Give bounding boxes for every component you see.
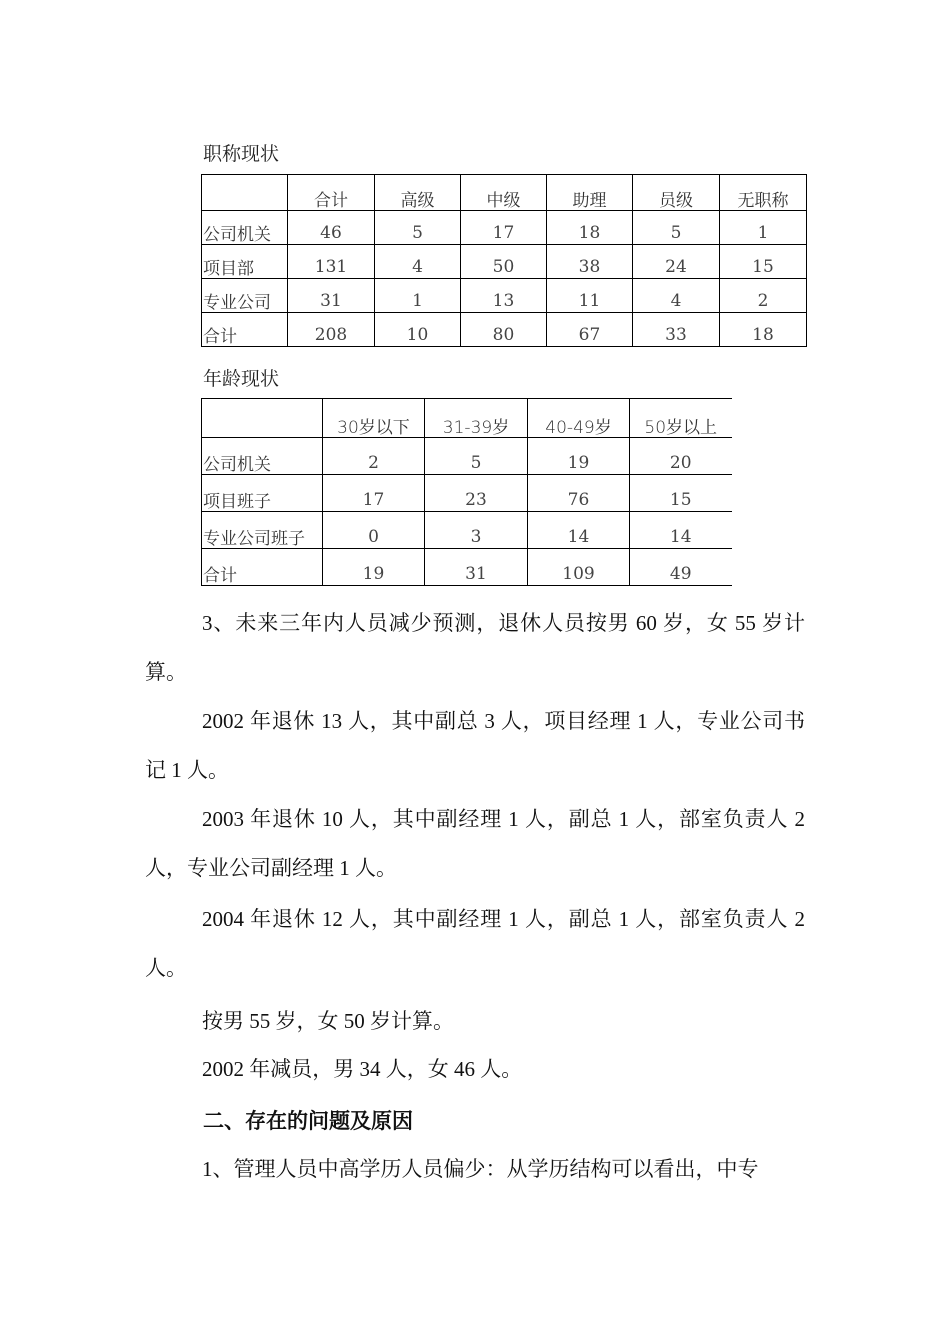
header-cell: 30岁以下 <box>323 399 425 438</box>
table-row <box>202 211 807 245</box>
table-cell: 5 <box>425 438 528 475</box>
table-cell: 20 <box>630 438 732 475</box>
table-cell: 18 <box>547 211 633 245</box>
row-label: 公司机关 <box>202 438 323 475</box>
table-header-row <box>202 399 732 438</box>
table-cell: 17 <box>461 211 547 245</box>
table-cell: 23 <box>425 475 528 512</box>
table-cell: 10 <box>375 313 461 347</box>
paragraph-text: 2002 年退休 13 人，其中副总 3 人，项目经理 1 人，专业公司书记 1 人。 <box>145 709 805 782</box>
table-cell: 50 <box>461 245 547 279</box>
header-cell <box>202 175 288 211</box>
table-cell: 14 <box>528 512 630 549</box>
table-cell: 2 <box>323 438 425 475</box>
header-cell: 50岁以上 <box>630 399 732 438</box>
table-cell: 17 <box>323 475 425 512</box>
header-cell <box>202 399 323 438</box>
paragraph-text: 2003 年退休 10 人，其中副经理 1 人，副总 1 人，部室负责人 2 人，专业公司副经理 1 人。 <box>145 807 805 880</box>
header-cell: 员级 <box>633 175 720 211</box>
header-cell: 无职称 <box>720 175 807 211</box>
table-cell: 18 <box>720 313 807 347</box>
table-cell: 11 <box>547 279 633 313</box>
header-cell: 40-49岁 <box>528 399 630 438</box>
paragraph-2002-retirement <box>145 697 805 795</box>
table-row <box>202 245 807 279</box>
row-label: 项目班子 <box>202 475 323 512</box>
title-table-caption: 职称现状 <box>203 143 280 165</box>
paragraph-retirement-forecast <box>145 599 805 697</box>
paragraph-text: 2004 年退休 12 人，其中副经理 1 人，副总 1 人，部室负责人 2 人。 <box>145 907 805 980</box>
table-cell: 46 <box>288 211 375 245</box>
table-cell: 24 <box>633 245 720 279</box>
table-total-row <box>202 549 732 586</box>
table-cell: 4 <box>375 245 461 279</box>
row-label: 合计 <box>202 549 323 586</box>
paragraph-text: 3、未来三年内人员减少预测，退休人员按男 60 岁，女 55 岁计算。 <box>145 611 805 684</box>
table-cell: 49 <box>630 549 732 586</box>
table-row <box>202 438 732 475</box>
age-table-caption: 年龄现状 <box>203 368 280 390</box>
row-label: 公司机关 <box>202 211 288 245</box>
table-cell: 1 <box>720 211 807 245</box>
table-cell: 0 <box>323 512 425 549</box>
table-row <box>202 475 732 512</box>
title-status-table <box>201 174 807 347</box>
row-label: 专业公司班子 <box>202 512 323 549</box>
header-cell: 助理 <box>547 175 633 211</box>
table-cell: 4 <box>633 279 720 313</box>
table-cell: 109 <box>528 549 630 586</box>
table-row <box>202 279 807 313</box>
age-status-table <box>201 398 732 586</box>
table-row <box>202 512 732 549</box>
paragraph-text: 2002 年减员，男 34 人，女 46 人。 <box>202 1057 523 1081</box>
table-cell: 13 <box>461 279 547 313</box>
table-cell: 80 <box>461 313 547 347</box>
table-total-row <box>202 313 807 347</box>
table-cell: 3 <box>425 512 528 549</box>
row-label: 项目部 <box>202 245 288 279</box>
table-cell: 31 <box>288 279 375 313</box>
table-cell: 67 <box>547 313 633 347</box>
table-cell: 15 <box>720 245 807 279</box>
header-cell: 中级 <box>461 175 547 211</box>
paragraph-education-issue <box>145 1145 805 1194</box>
table-cell: 14 <box>630 512 732 549</box>
table-cell: 19 <box>528 438 630 475</box>
table-cell: 5 <box>633 211 720 245</box>
table-cell: 15 <box>630 475 732 512</box>
section-heading: 二、存在的问题及原因 <box>203 1109 413 1133</box>
paragraph-2003-retirement <box>145 795 805 893</box>
row-label: 专业公司 <box>202 279 288 313</box>
table-cell: 33 <box>633 313 720 347</box>
table-cell: 38 <box>547 245 633 279</box>
paragraph-alt-basis <box>145 997 805 1046</box>
table-cell: 1 <box>375 279 461 313</box>
table-header-row <box>202 175 807 211</box>
header-cell: 31-39岁 <box>425 399 528 438</box>
table-cell: 31 <box>425 549 528 586</box>
paragraph-text: 按男 55 岁，女 50 岁计算。 <box>202 1009 454 1033</box>
table-cell: 76 <box>528 475 630 512</box>
header-cell: 高级 <box>375 175 461 211</box>
table-cell: 208 <box>288 313 375 347</box>
table-cell: 2 <box>720 279 807 313</box>
table-cell: 131 <box>288 245 375 279</box>
paragraph-2004-retirement <box>145 895 805 993</box>
paragraph-text: 1、管理人员中高学历人员偏少：从学历结构可以看出，中专 <box>202 1157 759 1181</box>
table-cell: 19 <box>323 549 425 586</box>
row-label: 合计 <box>202 313 288 347</box>
paragraph-2002-reduction <box>145 1045 805 1094</box>
header-cell: 合计 <box>288 175 375 211</box>
table-cell: 5 <box>375 211 461 245</box>
